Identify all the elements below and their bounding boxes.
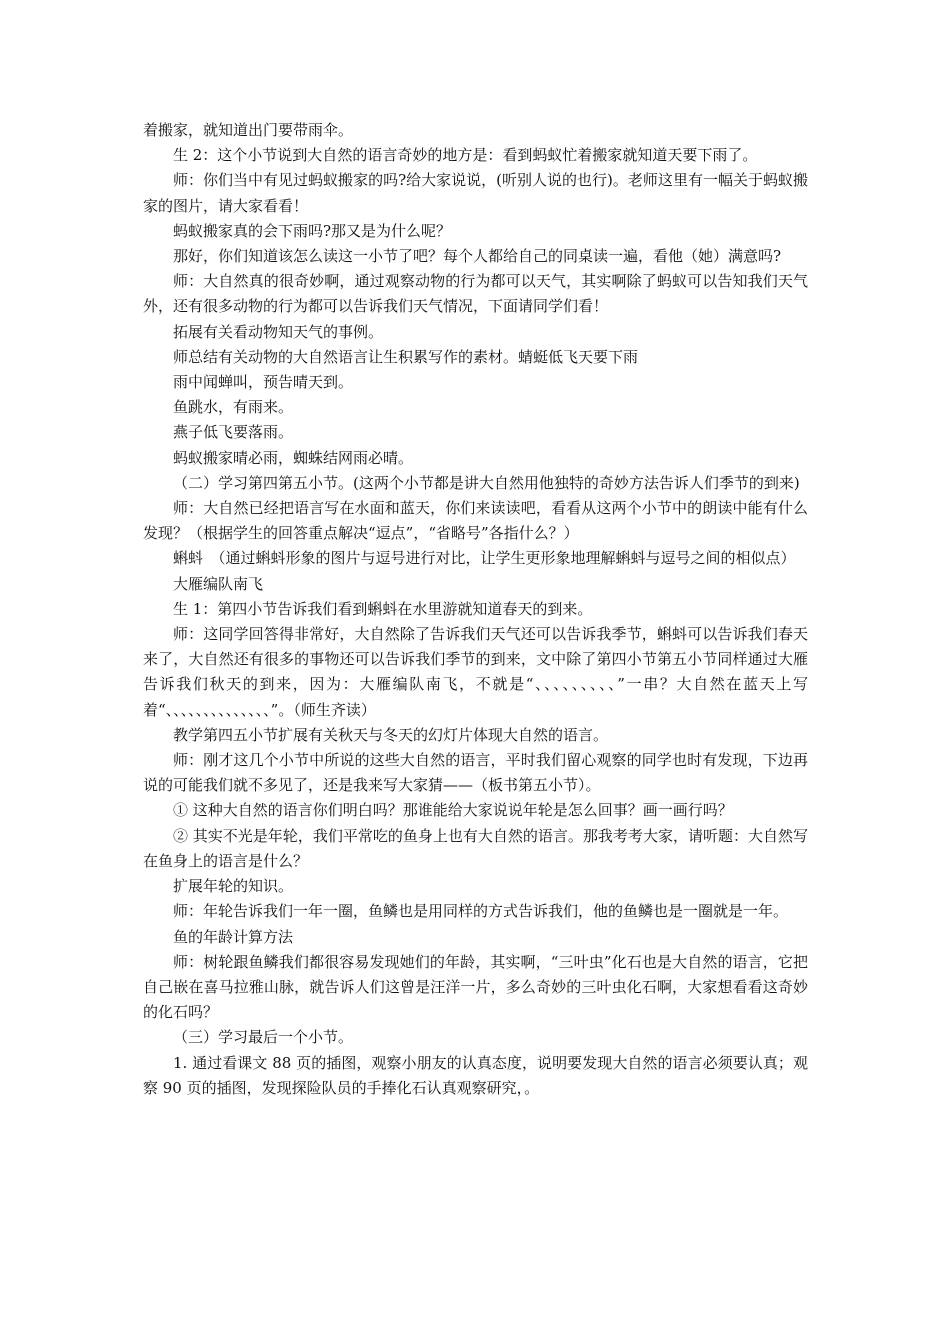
paragraph: ② 其实不光是年轮，我们平常吃的鱼身上也有大自然的语言。那我考考大家，请听题：大自然写在鱼身上的语言是什么？: [143, 826, 808, 870]
paragraph: 燕子低飞要落雨。: [173, 423, 294, 442]
paragraph: 师：你们当中有见过蚂蚁搬家的吗?给大家说说，(听别人说的也行)。老师这里有一幅关于蚂蚁搬家的图片，请大家看看！: [143, 171, 808, 215]
paragraph: 雨中闻蝉叫，预告晴天到。: [173, 373, 354, 392]
paragraph: 师：大自然真的很奇妙啊，通过观察动物的行为都可以天气，其实啊除了蚂蚁可以告知我们天气外，还有很多动物的行为都可以告诉我们天气情况，下面请同学们看！: [143, 272, 808, 316]
paragraph: 蝌蚪 （通过蝌蚪形象的图片与逗号进行对比，让学生更形象地理解蝌蚪与逗号之间的相似点）: [173, 549, 796, 568]
paragraph: 生 2：这个小节说到大自然的语言奇妙的地方是：看到蚂蚁忙着搬家就知道天要下雨了。: [173, 146, 758, 165]
paragraph: 1. 通过看课文 88 页的插图，观察小朋友的认真态度，说明要发现大自然的语言必须要认真；观察 90 页的插图，发现探险队员的手捧化石认真观察研究，。: [143, 1053, 808, 1097]
paragraph: 师：年轮告诉我们一年一圈，鱼鳞也是用同样的方式告诉我们，他的鱼鳞也是一圈就是一年。: [173, 902, 789, 921]
paragraph: 鱼跳水，有雨来。: [173, 398, 294, 417]
paragraph: 师：大自然已经把语言写在水面和蓝天，你们来读读吧，看看从这两个小节中的朗读中能有什么发现？（根据学生的回答重点解决“逗点”，“省略号”各指什么？）: [143, 499, 808, 543]
paragraph: （三）学习最后一个小节。: [173, 1028, 354, 1047]
paragraph: 那好，你们知道该怎么读这一小节了吧？每个人都给自己的同桌读一遍，看他（她）满意吗?: [173, 247, 782, 266]
paragraph: 师总结有关动物的大自然语言让生积累写作的素材。蜻蜓低飞天要下雨: [173, 347, 639, 366]
paragraph: 大雁编队南飞: [173, 574, 264, 593]
paragraph: 教学第四五小节扩展有关秋天与冬天的幻灯片体现大自然的语言。: [173, 725, 609, 744]
paragraph: 师：这同学回答得非常好，大自然除了告诉我们天气还可以告诉我季节，蝌蚪可以告诉我们春天来了，大自然还有很多的事物还可以告诉我们季节的到来，文中除了第四小节第五小节同样通过大雁告诉我们秋天的到来，因为：大雁编队南飞，不就是“、、、、、、、、、”一串？大自然在蓝天上写着“、、、、、、、、、、、、、、”。（师生齐读）: [143, 625, 808, 719]
paragraph: 蚂蚁搬家真的会下雨吗?那又是为什么呢？: [173, 221, 452, 240]
paragraph: 扩展年轮的知识。: [173, 877, 294, 896]
paragraph: 师：树轮跟鱼鳞我们都很容易发现她们的年龄，其实啊，“三叶虫”化石也是大自然的语言，它把自己嵌在喜马拉雅山脉，就告诉人们这曾是汪洋一片，多么奇妙的三叶虫化石啊，大家想看看这奇妙的化石吗？: [143, 952, 808, 1022]
document-body: [143, 118, 808, 1101]
paragraph: 蚂蚁搬家晴必雨，蜘蛛结网雨必晴。: [173, 448, 414, 467]
paragraph: （二）学习第四第五小节。(这两个小节都是讲大自然用他独特的奇妙方法告诉人们季节的到来): [173, 473, 800, 492]
paragraph: 师：刚才这几个小节中所说的这些大自然的语言，平时我们留心观察的同学也时有发现，下边再说的可能我们就不多见了，还是我来写大家猜——（板书第五小节）。: [143, 751, 808, 795]
paragraph: 拓展有关看动物知天气的事例。: [173, 322, 384, 341]
paragraph: 鱼的年龄计算方法: [173, 927, 294, 946]
paragraph: 着搬家，就知道出门要带雨伞。: [143, 121, 354, 139]
paragraph: 生 1：第四小节告诉我们看到蝌蚪在水里游就知道春天的到来。: [173, 599, 593, 618]
paragraph: ① 这种大自然的语言你们明白吗？那谁能给大家说说年轮是怎么回事？画一画行吗？: [173, 801, 733, 820]
